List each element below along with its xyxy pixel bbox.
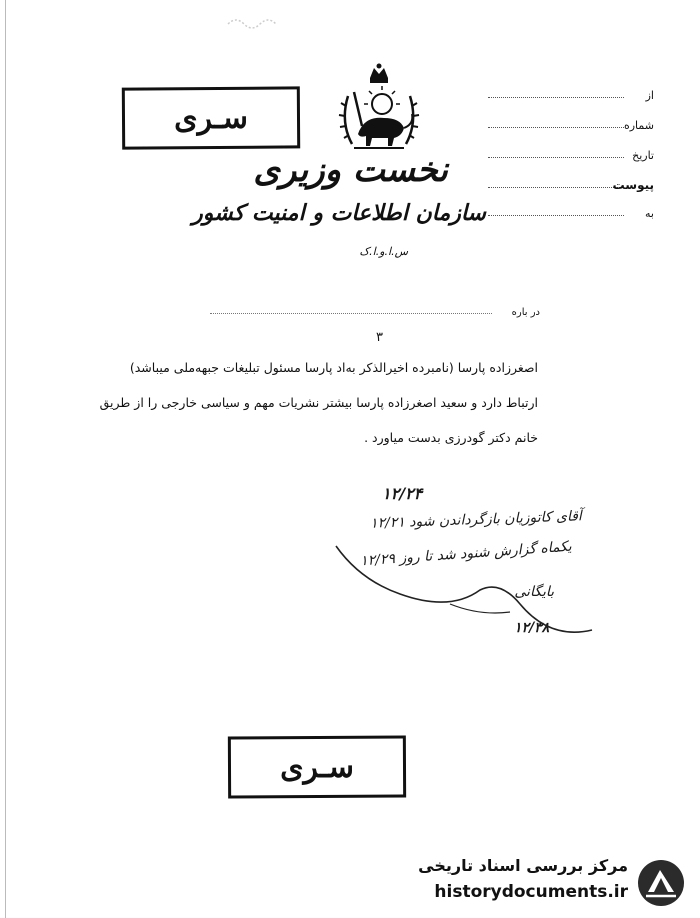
secret-stamp-top: سـری (122, 86, 300, 149)
field-to: به (484, 202, 654, 220)
archive-logo-icon (636, 858, 686, 908)
body-line-1: اصغرزاده پارسا (نامبرده اخیرالذکر به‌اد پارسا مسئول تبلیغات جبهه‌ملی میباشد) (129, 360, 538, 375)
watermark-url: historydocuments.ir (434, 882, 628, 902)
field-number: شماره (484, 114, 654, 132)
watermark-title: مرکز بررسی اسناد تاریخی (418, 856, 628, 875)
item-number: ۳ (376, 330, 383, 345)
lion-and-sun-emblem (334, 62, 424, 158)
handwritten-note-3: بایگانی (514, 584, 554, 600)
secret-stamp-bottom: سـری (228, 736, 406, 799)
letterhead-prime-ministry: نخست وزیری (253, 150, 448, 190)
scan-artifact (226, 14, 278, 32)
body-line-3: خانم دکتر گودرزی بدست میاورد . (364, 430, 538, 445)
handwritten-note-2: یکماه گزارش شنود شد تا روز ۱۲/۲۹ (359, 538, 573, 570)
handwritten-date-bottom: ۱۲/۳۸ (514, 620, 550, 636)
field-attachment: پیوست (484, 174, 654, 192)
field-date: تاریخ (484, 144, 654, 162)
handwritten-date-top: ۱۲/۲۴ (382, 484, 423, 503)
field-from: از (484, 84, 654, 102)
scan-edge-mark (4, 0, 7, 918)
letterhead-reference: س.ا.و.ا.ک (359, 245, 408, 258)
subject-line: در باره (210, 302, 540, 318)
body-line-2: ارتباط دارد و سعید اصغرزاده پارسا بیشتر نشریات مهم و سیاسی خارجی را از طریق (99, 395, 538, 410)
handwritten-note-1: آقای کاتوزیان بازگرداندن شود ۱۲/۲۱ (369, 508, 583, 532)
handwritten-signature-stroke (330, 520, 610, 660)
letterhead-savak: سازمان اطلاعات و امنیت کشور (192, 200, 486, 226)
archive-watermark (396, 852, 686, 912)
